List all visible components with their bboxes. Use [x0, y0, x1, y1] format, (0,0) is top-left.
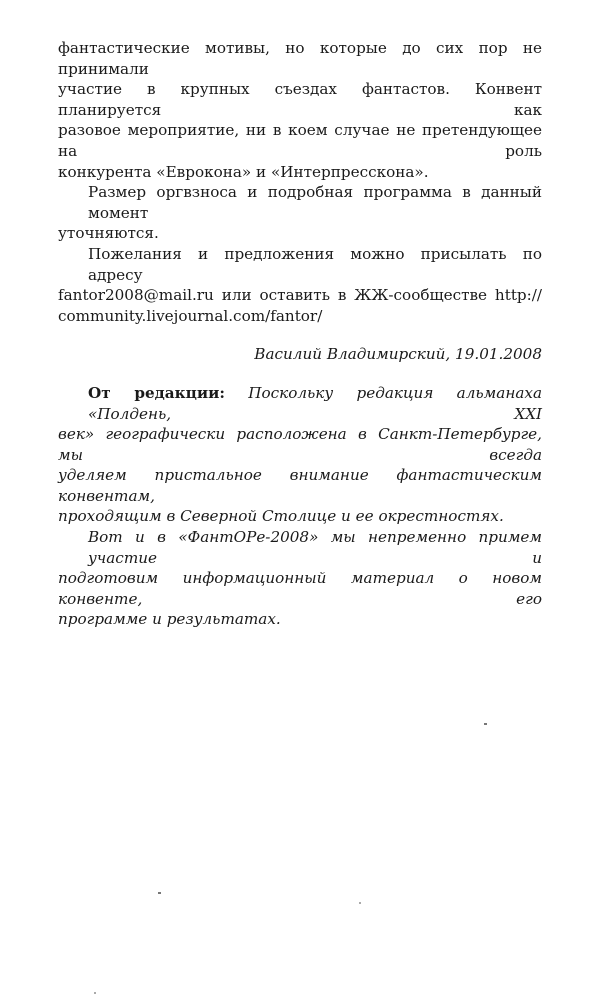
text-line: уточняются. — [58, 224, 159, 243]
scan-speck — [359, 902, 361, 904]
text-line: Вот и в «ФантОРе-2008» мы непременно примем участие и — [88, 528, 542, 567]
text-line: разовое мероприятие, ни в коем случае не претендующее на роль — [58, 121, 542, 160]
text-line: участие в крупных съездах фантастов. Конвент планируется как — [58, 80, 542, 119]
editor-note — [58, 383, 542, 527]
paragraph-fee — [58, 182, 542, 244]
text-line: фантастические мотивы, но которые до сих пор не принимали — [58, 39, 542, 78]
scan-speck — [158, 892, 161, 894]
text-line: программе и результатах. — [58, 610, 281, 629]
document-page — [58, 38, 542, 630]
editor-note-text: Поскольку редакция альманаха «Полдень, XXI — [88, 383, 542, 423]
community-url-line: community.livejournal.com/fantor/ — [58, 306, 323, 325]
text-line — [58, 383, 542, 424]
editor-closing — [58, 527, 542, 630]
paragraph-contacts — [58, 244, 542, 326]
editor-note-label: От редакции: — [88, 383, 225, 402]
text-line: Размер оргвзноса и подробная программа в данный момент — [88, 183, 542, 222]
author-signature: Василий Владимирский, 19.01.2008 — [254, 345, 542, 364]
text-line: Пожелания и предложения можно присылать по адресу — [88, 244, 542, 284]
text-line: проходящим в Северной Столице и ее окрестностях. — [58, 507, 504, 526]
paragraph-intro — [58, 38, 542, 182]
text-line: век» географически расположена в Санкт-Петербурге, мы всегда — [58, 425, 542, 464]
contact-email-line: fantor2008@mail.ru или оставить в ЖЖ-сообществе http:// — [58, 286, 542, 305]
text-line: конкурента «Еврокона» и «Интерпресскона». — [58, 162, 429, 181]
text-line: уделяем пристальное внимание фантастическим конвентам, — [58, 466, 542, 505]
text-line: подготовим информационный материал о новом конвенте, его — [58, 569, 542, 608]
scan-speck — [484, 723, 487, 725]
